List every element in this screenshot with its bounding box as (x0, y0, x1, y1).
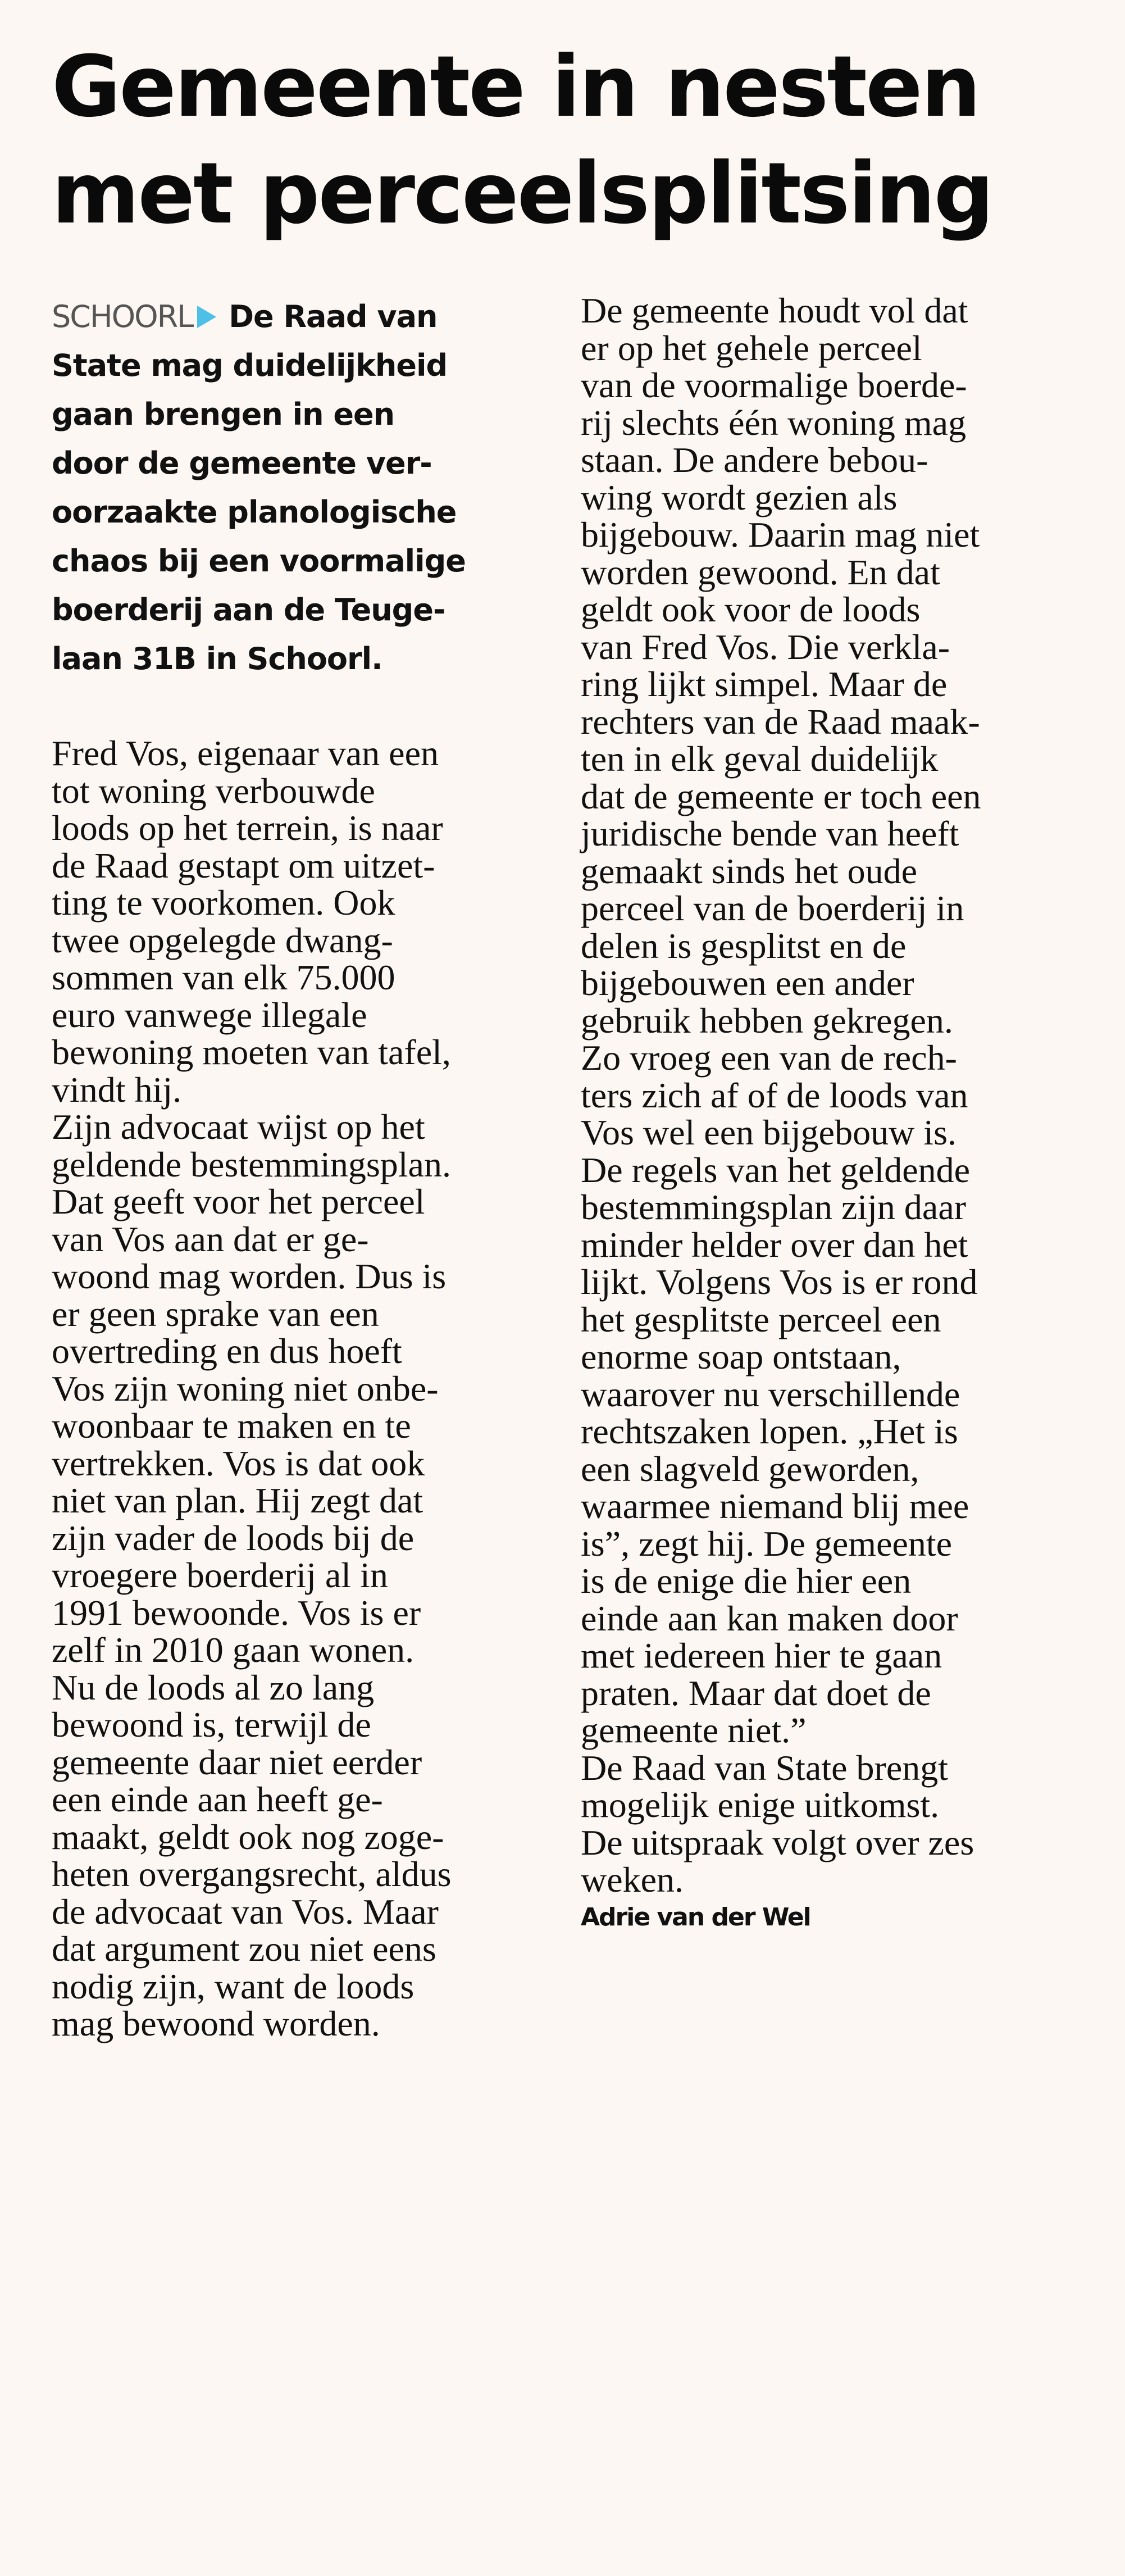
play-triangle-icon (197, 306, 216, 328)
body-line: met iedereen hier te gaan (581, 1635, 942, 1675)
body-line: worden gewoond. En dat (581, 552, 940, 592)
body-line: vroegere boerderij al in (52, 1555, 388, 1595)
body-line: Dat geeft voor het perceel (52, 1182, 425, 1221)
body-line: De uitspraak volgt over zes (581, 1822, 974, 1862)
body-line: er geen sprake van een (52, 1293, 379, 1334)
body-line: perceel van de boerderij in (581, 888, 964, 928)
body-line: woond mag worden. Dus is (52, 1256, 447, 1296)
body-line: is”, zegt hij. De gemeente (581, 1523, 953, 1564)
body-line: delen is gesplitst en de (581, 925, 907, 966)
body-line: een einde aan heeft ge- (52, 1779, 383, 1819)
body-line: rechtszaken lopen. „Het is (581, 1411, 958, 1451)
body-line: woonbaar te maken en te (52, 1406, 411, 1446)
body-line: De gemeente houdt vol dat (581, 290, 968, 330)
body-line: van Fred Vos. Die verkla- (581, 626, 950, 667)
body-line: enorme soap ontstaan, (581, 1337, 901, 1376)
body-line: vindt hij. (52, 1069, 182, 1110)
body-text-right (581, 292, 1086, 1899)
body-line: Zijn advocaat wijst op het (52, 1107, 425, 1147)
body-line: niet van plan. Hij zegt dat (52, 1480, 423, 1520)
headline-line: met perceelsplitsing (52, 145, 992, 243)
body-line: Vos zijn woning niet onbe- (52, 1368, 439, 1409)
lead-line: laan 31B in Schoorl. (52, 641, 382, 676)
body-line: De regels van het geldende (581, 1150, 971, 1190)
body-line: van de voormalige boerde- (581, 365, 967, 405)
right-column (581, 292, 1086, 1936)
body-line: lijkt. Volgens Vos is er rond (581, 1262, 978, 1302)
body-line: Zo vroeg een van de rech- (581, 1038, 957, 1078)
lead-line: gaan brengen in een (52, 397, 395, 432)
body-line: weken. (581, 1860, 684, 1900)
body-line: van Vos aan dat er ge- (52, 1219, 369, 1259)
lead-paragraph (52, 292, 557, 683)
body-line: minder helder over dan het (581, 1224, 968, 1265)
body-line: staan. De andere bebou- (581, 440, 928, 480)
body-line: is de enige die hier een (581, 1561, 912, 1601)
body-line: ting te voorkomen. Ook (52, 883, 395, 923)
body-line: rij slechts één woning mag (581, 402, 967, 443)
body-line: juridische bende van heeft (581, 814, 959, 853)
headline (52, 34, 1108, 247)
body-line: ten in elk geval duidelijk (581, 739, 939, 779)
body-line: overtreding en dus hoeft (52, 1331, 402, 1371)
lead-line: oorzaakte planologische (52, 494, 457, 530)
body-line: wing wordt gezien als (581, 477, 898, 517)
body-line: gemaakt sinds het oude (581, 851, 917, 891)
body-line: een slagveld geworden, (581, 1448, 919, 1489)
body-line: zijn vader de loods bij de (52, 1518, 415, 1558)
lead-line (52, 292, 557, 341)
body-line: het gesplitste perceel een (581, 1299, 941, 1339)
lead-line: door de gemeente ver- (52, 446, 432, 481)
body-line: Nu de loods al zo lang (52, 1667, 375, 1707)
dateline: SCHOORL (52, 299, 193, 334)
byline: Adrie van der Wel (581, 1902, 810, 1932)
body-line: 1991 bewoonde. Vos is er (52, 1592, 421, 1633)
body-line: loods op het terrein, is naar (52, 808, 443, 848)
body-line: ters zich af of de loods van (581, 1075, 968, 1115)
body-line: bewoond is, terwijl de (52, 1705, 371, 1744)
body-line: zelf in 2010 gaan wonen. (52, 1630, 415, 1670)
body-line: bestemmingsplan zijn daar (581, 1187, 967, 1227)
body-line: gebruik hebben gekregen. (581, 1000, 953, 1041)
body-line: waarover nu verschillende (581, 1374, 960, 1414)
body-line: einde aan kan maken door (581, 1598, 958, 1638)
body-line: De Raad van State brengt (581, 1747, 948, 1788)
body-line: twee opgelegde dwang- (52, 920, 393, 960)
body-line: geldende bestemmingsplan. (52, 1144, 451, 1184)
lead-text: De Raad van (229, 299, 438, 334)
body-line: sommen van elk 75.000 (52, 957, 395, 997)
body-line: de advocaat van Vos. Maar (52, 1891, 439, 1932)
body-line: praten. Maar dat doet de (581, 1673, 931, 1713)
body-line: Fred Vos, eigenaar van een (52, 733, 439, 773)
body-line: de Raad gestapt om uitzet- (52, 845, 435, 885)
body-line: gemeente daar niet eerder (52, 1742, 422, 1782)
body-line: nodig zijn, want de loods (52, 1966, 415, 2006)
body-line: ring lijkt simpel. Maar de (581, 664, 948, 704)
body-line: vertrekken. Vos is dat ook (52, 1443, 425, 1483)
body-line: waarmee niemand blij mee (581, 1486, 969, 1526)
body-line: euro vanwege illegale (52, 994, 367, 1035)
lead-line: chaos bij een voormalige (52, 543, 466, 579)
body-line: er op het gehele perceel (581, 328, 922, 368)
body-line: tot woning verbouwde (52, 770, 375, 811)
body-line: Vos wel een bijgebouw is. (581, 1112, 957, 1152)
left-column (52, 292, 557, 2043)
body-line: rechters van de Raad maak- (581, 701, 980, 742)
body-line: mag bewoond worden. (52, 2003, 380, 2043)
body-line: heten overgangsrecht, aldus (52, 1854, 452, 1894)
body-line: gemeente niet.” (581, 1710, 807, 1750)
body-line: maakt, geldt ook nog zoge- (52, 1816, 444, 1857)
body-line: bijgebouwen een ander (581, 963, 914, 1003)
body-line: bewoning moeten van tafel, (52, 1032, 451, 1072)
body-text-left (52, 735, 557, 2043)
body-line: geldt ook voor de loods (581, 589, 921, 629)
body-line: mogelijk enige uitkomst. (581, 1785, 940, 1825)
lead-line: State mag duidelijkheid (52, 348, 448, 383)
body-line: dat de gemeente er toch een (581, 776, 981, 816)
headline-line: Gemeente in nesten (52, 38, 980, 136)
lead-line: boerderij aan de Teuge- (52, 592, 445, 628)
body-line: dat argument zou niet eens (52, 1929, 436, 1969)
body-line: bijgebouw. Daarin mag niet (581, 515, 980, 555)
